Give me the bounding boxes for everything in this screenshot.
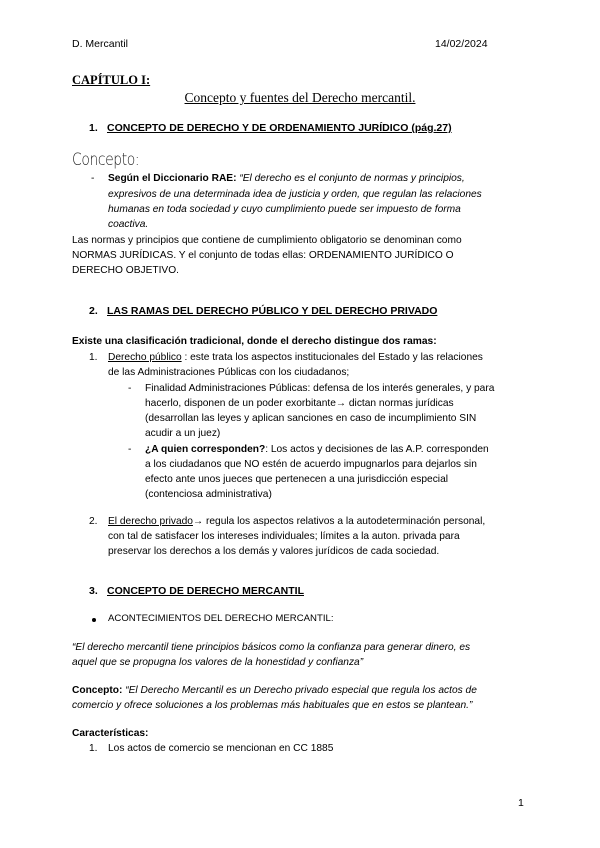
concept-line-2 bbox=[72, 698, 472, 714]
page-number: 1 bbox=[518, 797, 524, 809]
paragraph-line: NORMAS JURÍDICAS. Y el conjunto de todas ellas: ORDENAMIENTO JURÍDICO O bbox=[72, 250, 454, 261]
acontecimientos-heading: ACONTECIMIENTOS DEL DERECHO MERCANTIL: bbox=[108, 613, 334, 624]
chapter-title: Concepto y fuentes del Derecho mercantil. bbox=[184, 90, 416, 105]
sub-item-line: Finalidad Administraciones Públicas: defensa de los interés generales, y para bbox=[145, 383, 495, 394]
sub-item-line bbox=[145, 442, 489, 458]
private-law-line-2: con tal de satisfacer los intereses individuales; límites a la auton. privada para bbox=[108, 531, 460, 542]
section-2-number: 2. bbox=[89, 305, 98, 317]
rae-definition-line-4 bbox=[108, 217, 148, 233]
section-2-title: LAS RAMAS DEL DERECHO PÚBLICO Y DEL DERECHO PRIVADO bbox=[107, 305, 438, 317]
characteristics-label: Características: bbox=[72, 728, 149, 739]
private-law-term: El derecho privado bbox=[108, 516, 193, 527]
paragraph-line: Las normas y principios que contiene de cumplimiento obligatorio se denominan como bbox=[72, 235, 462, 246]
rae-quote-1: “El derecho es el conjunto de normas y principios, bbox=[239, 173, 465, 184]
rae-definition-line-3 bbox=[108, 202, 461, 218]
sub-bullet-marker: - bbox=[128, 383, 132, 394]
sub-item-line: hacerlo, disponen de un poder exorbitante→ dictan normas jurídicas bbox=[145, 398, 454, 409]
list-number: 1. bbox=[89, 352, 98, 363]
paragraph-line: DERECHO OBJETIVO. bbox=[72, 265, 179, 276]
sub-item-text: : Los actos y decisiones de las A.P. corresponden bbox=[265, 444, 489, 455]
private-law-text: → regula los aspectos relativos a la autodeterminación personal, bbox=[192, 516, 486, 527]
list-number: 1. bbox=[89, 743, 98, 754]
private-law-line-1 bbox=[108, 514, 485, 530]
sub-item-line: efecto ante unos jueces que pertenecen a una jurisdicción especial bbox=[145, 474, 448, 485]
quote-line-2 bbox=[72, 655, 363, 671]
section-3-number: 3. bbox=[89, 585, 98, 597]
bullet-dot-icon bbox=[92, 618, 96, 622]
rae-quote-3: humanas en toda sociedad y cuyo cumplimiento puede ser impuesto de forma bbox=[108, 204, 461, 215]
quote-text-2: aquel que se propugna los valores de la honestidad y confianza” bbox=[72, 657, 364, 668]
sub-bullet-marker: - bbox=[128, 444, 132, 455]
sub-item-line: (desarrollan las leyes y aplican sanciones en caso de incumplimiento SIN bbox=[145, 413, 477, 424]
rae-definition-line-2 bbox=[108, 187, 482, 203]
section-3-title: CONCEPTO DE DERECHO MERCANTIL bbox=[107, 585, 304, 597]
sub-item-line: (contenciosa administrativa) bbox=[145, 489, 272, 500]
document-header-title: D. Mercantil bbox=[72, 38, 129, 50]
concept-text-1: “El Derecho Mercantil es un Derecho privado especial que regula los actos de bbox=[122, 685, 477, 696]
rae-definition-line-1 bbox=[108, 171, 465, 187]
handwritten-concepto-label: Concepto: bbox=[72, 150, 140, 170]
public-law-text: : este trata los aspectos institucionales del Estado y las relaciones bbox=[181, 352, 483, 363]
public-law-term: Derecho público bbox=[108, 352, 182, 363]
rae-quote-2: expresivos de una determinada idea de justicia y orden, que regulan las relaciones bbox=[108, 189, 482, 200]
list-number: 2. bbox=[89, 516, 98, 527]
public-law-line-2: de las Administraciones Públicas con los ciudadanos; bbox=[108, 367, 350, 378]
concept-text-2: comercio y ofrece soluciones a los problemas más habituales que en estos se plantean.” bbox=[72, 700, 473, 711]
document-header-date: 14/02/2024 bbox=[435, 38, 488, 50]
private-law-line-3: preservar los derechos a los demás y valores jurídicos de cada sociedad. bbox=[108, 546, 440, 557]
section-1-number: 1. bbox=[89, 122, 98, 134]
chapter-label: CAPÍTULO I: bbox=[72, 73, 151, 87]
concept-line-1 bbox=[72, 683, 477, 699]
section-1-title: CONCEPTO DE DERECHO Y DE ORDENAMIENTO JURÍDICO (pág.27) bbox=[107, 122, 452, 134]
rae-lead: Según el Diccionario RAE: bbox=[108, 173, 237, 184]
characteristic-item: Los actos de comercio se mencionan en CC 1885 bbox=[108, 743, 334, 754]
sub-item-lead: ¿A quien corresponden? bbox=[145, 444, 266, 455]
quote-text-1: “El derecho mercantil tiene principios básicos como la confianza para generar dinero, es bbox=[72, 642, 471, 653]
rae-bullet-marker: - bbox=[91, 173, 95, 184]
sub-item-line: acudir a un juez) bbox=[145, 428, 221, 439]
quote-line-1 bbox=[72, 640, 470, 656]
concept-lead: Concepto: bbox=[72, 685, 123, 696]
public-law-line-1 bbox=[108, 350, 483, 366]
section-2-intro: Existe una clasificación tradicional, donde el derecho distingue dos ramas: bbox=[72, 336, 437, 347]
rae-quote-4: coactiva. bbox=[108, 219, 149, 230]
sub-item-line: a los ciudadanos que NO estén de acuerdo impugnarlos para dejarlos sin bbox=[145, 459, 477, 470]
